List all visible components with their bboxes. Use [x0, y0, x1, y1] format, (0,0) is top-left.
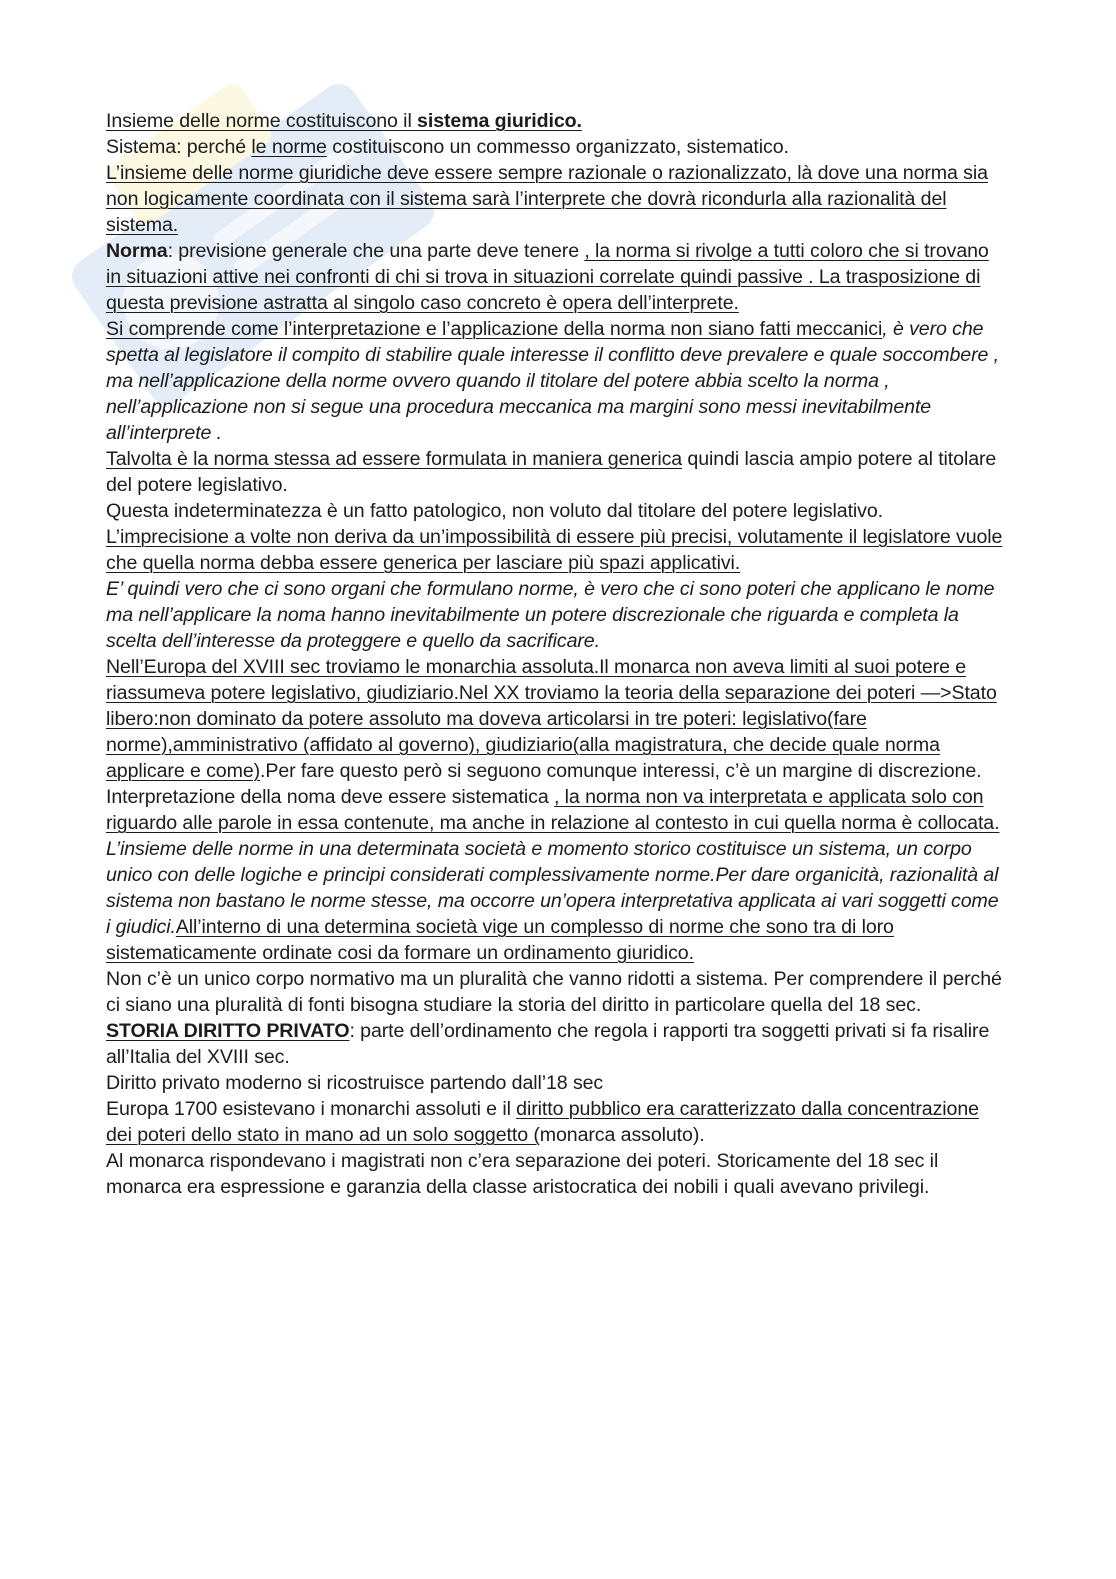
paragraph-15: Diritto privato moderno si ricostruisce partendo dall’18 sec: [106, 1072, 604, 1094]
paragraph-1: Insieme delle norme costituiscono il sistema giuridico.: [106, 110, 582, 132]
paragraph-6: Talvolta è la norma stessa ad essere formulata in maniera generica quindi lascia ampio potere al titolare del potere legislativo.: [106, 448, 997, 496]
paragraph-16: Europa 1700 esistevano i monarchi assoluti e il diritto pubblico era caratterizzato dalla concentrazione dei poteri dello stato in mano ad un solo soggetto (monarca assoluto).: [106, 1098, 979, 1146]
paragraph-17: Al monarca rispondevano i magistrati non c’era separazione dei poteri. Storicamente del 18 sec il monarca era espressione e garanzia della classe aristocratica dei nobili i quali avevano privilegi.: [106, 1150, 939, 1198]
paragraph-3: L’insieme delle norme giuridiche deve essere sempre razionale o razionalizzato, là dove una norma sia non logicamente coordinata con il sistema sarà l’interprete che dovrà ricondurla alla razionalità del sistema.: [106, 162, 988, 236]
paragraph-12: L’insieme delle norme in una determinata società e momento storico costituisce un sistema, un corpo unico con delle logiche e principi considerati complessivamente norme.Per dare organicità, razionalità al sistema non bastano le norme stesse, ma occorre un’opera interpretativa applicata ai vari soggetti come i giudici.All’interno di una determina società vige un complesso di norme che sono tra di loro sistematicamente ordinate cosi da formare un ordinamento giuridico.: [106, 838, 999, 964]
paragraph-11: Interpretazione della noma deve essere sistematica , la norma non va interpretata e applicata solo con riguardo alle parole in essa contenute, ma anche in relazione al contesto in cui quella norma è collocata.: [106, 786, 1000, 834]
paragraph-9: E’ quindi vero che ci sono organi che formulano norme, è vero che ci sono poteri che applicano le nome ma nell’applicare la noma hanno inevitabilmente un potere discrezionale che riguarda e completa la scelta dell’interesse da proteggere e quello da sacrificare.: [106, 578, 995, 652]
paragraph-7: Questa indeterminatezza è un fatto patologico, non voluto dal titolare del potere legislativo.: [106, 500, 884, 522]
paragraph-10: Nell’Europa del XVIII sec troviamo le monarchia assoluta.Il monarca non aveva limiti al suoi potere e riassumeva potere legislativo, giudiziario.Nel XX troviamo la teoria della separazione dei poteri —>Stato libero:non dominato da potere assoluto ma doveva articolarsi in tre poteri: legislativo(fare norme),amministrativo (affidato al governo), giudiziario(alla magistratura, che decide quale norma applicare e come).Per fare questo però si seguono comunque interessi, c’è un margine di discrezione.: [106, 656, 997, 782]
document-body: [106, 108, 1006, 1200]
paragraph-4: Norma: previsione generale che una parte deve tenere , la norma si rivolge a tutti coloro che si trovano in situazioni attive nei confronti di chi si trova in situazioni correlate quindi passive . La trasposizione di questa previsione astratta al singolo caso concreto è opera dell’interprete.: [106, 240, 989, 314]
paragraph-5: Si comprende come l’interpretazione e l’applicazione della norma non siano fatti meccanici, è vero che spetta al legislatore il compito di stabilire quale interesse il conflitto deve prevalere e quale soccombere , ma nell’applicazione della norme ovvero quando il titolare del potere abbia scelto la norma , nell’applicazione non si segue una procedura meccanica ma margini sono messi inevitabilmente all’interprete .: [106, 318, 999, 444]
paragraph-13: Non c’è un unico corpo normativo ma un pluralità che vanno ridotti a sistema. Per comprendere il perché ci siano una pluralità di fonti bisogna studiare la storia del diritto in particolare quella del 18 sec.: [106, 968, 1002, 1016]
paragraph-14: STORIA DIRITTO PRIVATO: parte dell’ordinamento che regola i rapporti tra soggetti privati si fa risalire all’Italia del XVIII sec.: [106, 1020, 990, 1068]
paragraph-2: Sistema: perché le norme costituiscono un commesso organizzato, sistematico.: [106, 136, 789, 158]
paragraph-8: L’imprecisione a volte non deriva da un’impossibilità di essere più precisi, volutamente il legislatore vuole che quella norma debba essere generica per lasciare più spazi applicativi.: [106, 526, 1003, 574]
